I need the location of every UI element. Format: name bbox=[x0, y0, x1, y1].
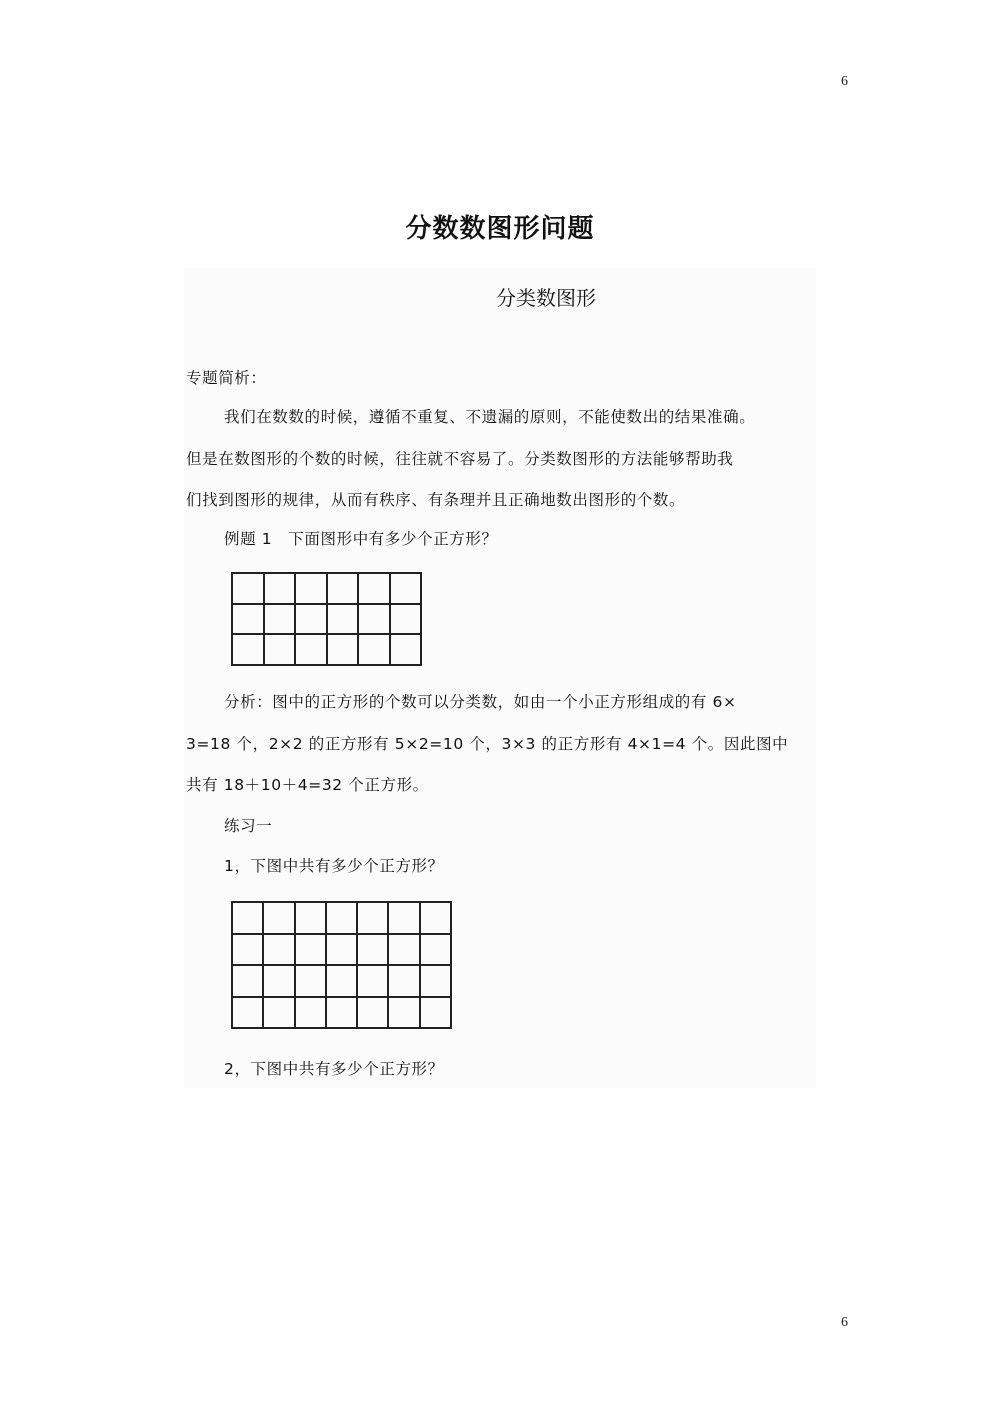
grid-row bbox=[232, 934, 451, 966]
section-label-analysis: 专题简析： bbox=[186, 369, 267, 387]
page-title: 分数数图形问题 bbox=[405, 214, 595, 244]
grid-cell bbox=[263, 934, 294, 966]
grid-cell bbox=[264, 634, 296, 665]
grid-cell bbox=[357, 997, 388, 1029]
grid-cell bbox=[327, 634, 359, 665]
section-subtitle: 分类数图形 bbox=[496, 286, 596, 310]
grid-cell bbox=[295, 997, 326, 1029]
grid-cell bbox=[232, 934, 263, 966]
paragraph-line: 但是在数图形的个数的时候，往往就不容易了。分类数图形的方法能够帮助我 bbox=[186, 450, 734, 468]
grid-cell bbox=[295, 965, 326, 997]
grid-row bbox=[232, 573, 421, 604]
grid-row bbox=[232, 965, 451, 997]
grid-cell bbox=[264, 573, 296, 604]
exercise-question-2: 2，下图中共有多少个正方形？ bbox=[224, 1060, 444, 1078]
grid-cell bbox=[326, 934, 357, 966]
grid-cell bbox=[390, 604, 422, 635]
grid-cell bbox=[232, 965, 263, 997]
page-number-top: 6 bbox=[841, 74, 848, 89]
paragraph-line: 我们在数数的时候，遵循不重复、不遗漏的原则，不能使数出的结果准确。 bbox=[224, 408, 756, 426]
grid-cell bbox=[263, 965, 294, 997]
grid-cell bbox=[326, 902, 357, 934]
grid-cell bbox=[358, 634, 390, 665]
grid-cell bbox=[390, 634, 422, 665]
grid-cell bbox=[295, 604, 327, 635]
grid-cell bbox=[327, 604, 359, 635]
grid-cell bbox=[295, 634, 327, 665]
paragraph-line: 们找到图形的规律，从而有秩序、有条理并且正确地数出图形的个数。 bbox=[186, 491, 686, 509]
grid-cell bbox=[388, 997, 419, 1029]
grid-cell bbox=[388, 934, 419, 966]
grid-cell bbox=[232, 902, 263, 934]
grid-cell bbox=[420, 934, 451, 966]
grid-cell bbox=[326, 997, 357, 1029]
exercise-grid bbox=[231, 901, 452, 1029]
grid-cell bbox=[295, 573, 327, 604]
grid-row bbox=[232, 604, 421, 635]
exercise-question-1: 1，下图中共有多少个正方形？ bbox=[224, 857, 444, 875]
grid-cell bbox=[420, 997, 451, 1029]
grid-cell bbox=[388, 965, 419, 997]
grid-cell bbox=[388, 902, 419, 934]
analysis-line: 3=18 个，2×2 的正方形有 5×2=10 个，3×3 的正方形有 4×1=4 个。因此图中 bbox=[186, 735, 789, 753]
grid-cell bbox=[263, 997, 294, 1029]
grid-cell bbox=[420, 965, 451, 997]
grid-cell bbox=[263, 902, 294, 934]
grid-cell bbox=[232, 573, 264, 604]
grid-cell bbox=[358, 604, 390, 635]
grid-cell bbox=[326, 965, 357, 997]
analysis-line: 分析：图中的正方形的个数可以分类数，如由一个小正方形组成的有 6× bbox=[224, 693, 737, 711]
grid-cell bbox=[295, 902, 326, 934]
grid-cell bbox=[232, 997, 263, 1029]
example-heading: 例题 1 下面图形中有多少个正方形？ bbox=[224, 530, 498, 548]
grid-cell bbox=[357, 965, 388, 997]
grid-row bbox=[232, 634, 421, 665]
grid-cell bbox=[232, 604, 264, 635]
grid-cell bbox=[357, 902, 388, 934]
grid-cell bbox=[420, 902, 451, 934]
grid-cell bbox=[357, 934, 388, 966]
page-number-bottom: 6 bbox=[841, 1315, 848, 1330]
grid-cell bbox=[295, 934, 326, 966]
example-grid bbox=[231, 572, 422, 666]
grid-row bbox=[232, 902, 451, 934]
grid-cell bbox=[264, 604, 296, 635]
exercise-heading: 练习一 bbox=[224, 817, 273, 835]
grid-cell bbox=[232, 634, 264, 665]
grid-cell bbox=[390, 573, 422, 604]
grid-cell bbox=[358, 573, 390, 604]
grid-cell bbox=[327, 573, 359, 604]
analysis-line: 共有 18＋10＋4=32 个正方形。 bbox=[186, 776, 429, 794]
grid-row bbox=[232, 997, 451, 1029]
